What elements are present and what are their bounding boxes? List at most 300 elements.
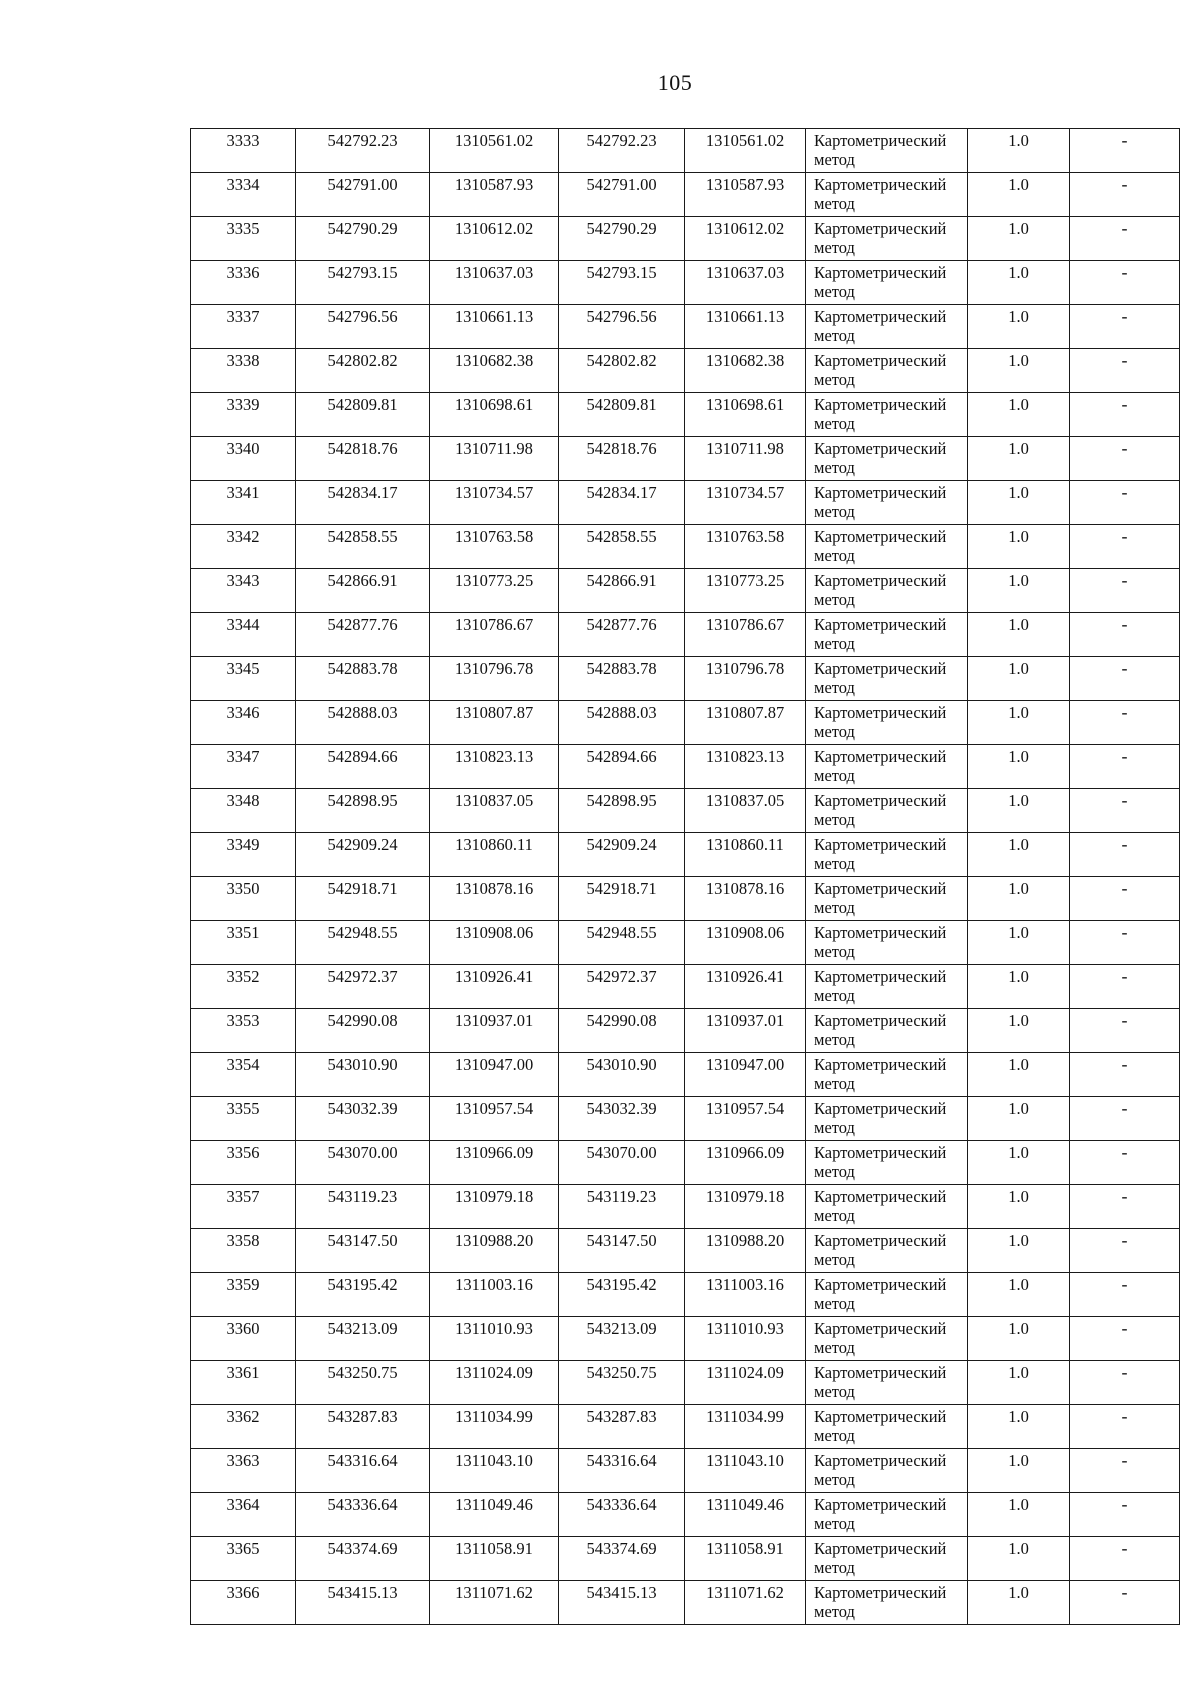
note-cell: - [1070,437,1180,481]
point-number-cell: 3333 [191,129,296,173]
point-number-cell: 3366 [191,1581,296,1625]
accuracy-cell: 1.0 [968,437,1070,481]
table-row [191,217,1180,261]
accuracy-cell: 1.0 [968,613,1070,657]
x-old-cell: 542909.24 [296,833,430,877]
x-new-cell: 542866.91 [559,569,685,613]
table-row [191,789,1180,833]
y-old-cell: 1310926.41 [430,965,559,1009]
y-new-cell: 1310807.87 [685,701,806,745]
y-old-cell: 1310979.18 [430,1185,559,1229]
x-old-cell: 542883.78 [296,657,430,701]
x-new-cell: 542972.37 [559,965,685,1009]
x-old-cell: 542790.29 [296,217,430,261]
note-cell: - [1070,1229,1180,1273]
table-row [191,657,1180,701]
point-number-cell: 3350 [191,877,296,921]
x-old-cell: 542791.00 [296,173,430,217]
y-new-cell: 1310957.54 [685,1097,806,1141]
y-new-cell: 1311034.99 [685,1405,806,1449]
table-row [191,877,1180,921]
x-new-cell: 542834.17 [559,481,685,525]
table-row [191,349,1180,393]
x-old-cell: 542858.55 [296,525,430,569]
accuracy-cell: 1.0 [968,1449,1070,1493]
method-cell: Картометрический метод [806,569,968,613]
x-new-cell: 542883.78 [559,657,685,701]
note-cell: - [1070,613,1180,657]
x-old-cell: 542809.81 [296,393,430,437]
table-row [191,745,1180,789]
y-old-cell: 1311043.10 [430,1449,559,1493]
note-cell: - [1070,1097,1180,1141]
x-new-cell: 542888.03 [559,701,685,745]
y-old-cell: 1311058.91 [430,1537,559,1581]
note-cell: - [1070,701,1180,745]
method-cell: Картометрический метод [806,657,968,701]
note-cell: - [1070,1273,1180,1317]
method-cell: Картометрический метод [806,1405,968,1449]
note-cell: - [1070,349,1180,393]
point-number-cell: 3351 [191,921,296,965]
table-row [191,525,1180,569]
x-new-cell: 543287.83 [559,1405,685,1449]
method-cell: Картометрический метод [806,1537,968,1581]
note-cell: - [1070,745,1180,789]
point-number-cell: 3346 [191,701,296,745]
y-new-cell: 1310698.61 [685,393,806,437]
note-cell: - [1070,1053,1180,1097]
table-row [191,1537,1180,1581]
x-new-cell: 542877.76 [559,613,685,657]
note-cell: - [1070,393,1180,437]
note-cell: - [1070,833,1180,877]
point-number-cell: 3344 [191,613,296,657]
x-old-cell: 542792.23 [296,129,430,173]
note-cell: - [1070,921,1180,965]
y-old-cell: 1311049.46 [430,1493,559,1537]
table-row [191,1185,1180,1229]
method-cell: Картометрический метод [806,261,968,305]
method-cell: Картометрический метод [806,217,968,261]
y-old-cell: 1310734.57 [430,481,559,525]
y-old-cell: 1310661.13 [430,305,559,349]
x-old-cell: 543316.64 [296,1449,430,1493]
method-cell: Картометрический метод [806,481,968,525]
x-old-cell: 542894.66 [296,745,430,789]
y-new-cell: 1310937.01 [685,1009,806,1053]
y-new-cell: 1310837.05 [685,789,806,833]
x-new-cell: 542918.71 [559,877,685,921]
x-new-cell: 543119.23 [559,1185,685,1229]
y-old-cell: 1310612.02 [430,217,559,261]
y-old-cell: 1311071.62 [430,1581,559,1625]
x-old-cell: 542948.55 [296,921,430,965]
x-new-cell: 542894.66 [559,745,685,789]
x-new-cell: 543070.00 [559,1141,685,1185]
method-cell: Картометрический метод [806,789,968,833]
table-row [191,613,1180,657]
x-old-cell: 543336.64 [296,1493,430,1537]
method-cell: Картометрический метод [806,1361,968,1405]
point-number-cell: 3355 [191,1097,296,1141]
point-number-cell: 3352 [191,965,296,1009]
table-row [191,1581,1180,1625]
y-new-cell: 1311058.91 [685,1537,806,1581]
x-old-cell: 542898.95 [296,789,430,833]
note-cell: - [1070,217,1180,261]
x-new-cell: 542809.81 [559,393,685,437]
x-new-cell: 543336.64 [559,1493,685,1537]
accuracy-cell: 1.0 [968,349,1070,393]
table-row [191,437,1180,481]
accuracy-cell: 1.0 [968,1185,1070,1229]
point-number-cell: 3361 [191,1361,296,1405]
note-cell: - [1070,261,1180,305]
point-number-cell: 3362 [191,1405,296,1449]
x-old-cell: 543250.75 [296,1361,430,1405]
method-cell: Картометрический метод [806,1097,968,1141]
point-number-cell: 3353 [191,1009,296,1053]
y-new-cell: 1310988.20 [685,1229,806,1273]
accuracy-cell: 1.0 [968,1581,1070,1625]
point-number-cell: 3339 [191,393,296,437]
x-new-cell: 542790.29 [559,217,685,261]
x-old-cell: 543195.42 [296,1273,430,1317]
x-old-cell: 542796.56 [296,305,430,349]
accuracy-cell: 1.0 [968,1317,1070,1361]
x-new-cell: 543316.64 [559,1449,685,1493]
x-old-cell: 543070.00 [296,1141,430,1185]
x-new-cell: 542990.08 [559,1009,685,1053]
table-row [191,569,1180,613]
accuracy-cell: 1.0 [968,1229,1070,1273]
y-old-cell: 1310823.13 [430,745,559,789]
y-old-cell: 1310878.16 [430,877,559,921]
y-new-cell: 1310682.38 [685,349,806,393]
y-old-cell: 1310988.20 [430,1229,559,1273]
x-new-cell: 543250.75 [559,1361,685,1405]
point-number-cell: 3342 [191,525,296,569]
accuracy-cell: 1.0 [968,173,1070,217]
x-old-cell: 543374.69 [296,1537,430,1581]
accuracy-cell: 1.0 [968,525,1070,569]
method-cell: Картометрический метод [806,173,968,217]
y-new-cell: 1310637.03 [685,261,806,305]
method-cell: Картометрический метод [806,1581,968,1625]
note-cell: - [1070,569,1180,613]
x-old-cell: 542972.37 [296,965,430,1009]
y-new-cell: 1311003.16 [685,1273,806,1317]
table-row [191,1229,1180,1273]
point-number-cell: 3345 [191,657,296,701]
table-row [191,1053,1180,1097]
accuracy-cell: 1.0 [968,921,1070,965]
x-new-cell: 542948.55 [559,921,685,965]
table-row [191,833,1180,877]
note-cell: - [1070,129,1180,173]
point-number-cell: 3365 [191,1537,296,1581]
note-cell: - [1070,1317,1180,1361]
method-cell: Картометрический метод [806,305,968,349]
accuracy-cell: 1.0 [968,789,1070,833]
table-row [191,261,1180,305]
table-row [191,1273,1180,1317]
x-new-cell: 542791.00 [559,173,685,217]
table-row [191,701,1180,745]
accuracy-cell: 1.0 [968,305,1070,349]
x-new-cell: 543195.42 [559,1273,685,1317]
note-cell: - [1070,525,1180,569]
x-new-cell: 543374.69 [559,1537,685,1581]
y-old-cell: 1310957.54 [430,1097,559,1141]
method-cell: Картометрический метод [806,437,968,481]
y-old-cell: 1310837.05 [430,789,559,833]
y-new-cell: 1310612.02 [685,217,806,261]
method-cell: Картометрический метод [806,1009,968,1053]
y-old-cell: 1310966.09 [430,1141,559,1185]
table-row [191,965,1180,1009]
table-row [191,393,1180,437]
x-old-cell: 542990.08 [296,1009,430,1053]
method-cell: Картометрический метод [806,613,968,657]
x-old-cell: 543287.83 [296,1405,430,1449]
point-number-cell: 3348 [191,789,296,833]
y-new-cell: 1310860.11 [685,833,806,877]
x-old-cell: 543032.39 [296,1097,430,1141]
y-old-cell: 1311003.16 [430,1273,559,1317]
method-cell: Картометрический метод [806,965,968,1009]
y-new-cell: 1310734.57 [685,481,806,525]
x-old-cell: 542793.15 [296,261,430,305]
note-cell: - [1070,1581,1180,1625]
y-new-cell: 1310587.93 [685,173,806,217]
accuracy-cell: 1.0 [968,129,1070,173]
y-new-cell: 1310878.16 [685,877,806,921]
x-new-cell: 543032.39 [559,1097,685,1141]
method-cell: Картометрический метод [806,833,968,877]
accuracy-cell: 1.0 [968,393,1070,437]
accuracy-cell: 1.0 [968,965,1070,1009]
note-cell: - [1070,1449,1180,1493]
table-row [191,1449,1180,1493]
point-number-cell: 3363 [191,1449,296,1493]
x-old-cell: 543213.09 [296,1317,430,1361]
point-number-cell: 3359 [191,1273,296,1317]
y-new-cell: 1310661.13 [685,305,806,349]
x-new-cell: 542818.76 [559,437,685,481]
point-number-cell: 3336 [191,261,296,305]
y-old-cell: 1310947.00 [430,1053,559,1097]
accuracy-cell: 1.0 [968,1097,1070,1141]
table-row [191,1097,1180,1141]
point-number-cell: 3337 [191,305,296,349]
method-cell: Картометрический метод [806,877,968,921]
point-number-cell: 3343 [191,569,296,613]
method-cell: Картометрический метод [806,1273,968,1317]
method-cell: Картометрический метод [806,393,968,437]
accuracy-cell: 1.0 [968,1405,1070,1449]
note-cell: - [1070,1361,1180,1405]
table-row [191,1317,1180,1361]
note-cell: - [1070,1537,1180,1581]
y-old-cell: 1310711.98 [430,437,559,481]
y-old-cell: 1310773.25 [430,569,559,613]
table-row [191,1141,1180,1185]
y-old-cell: 1310908.06 [430,921,559,965]
y-new-cell: 1310947.00 [685,1053,806,1097]
x-old-cell: 542866.91 [296,569,430,613]
note-cell: - [1070,877,1180,921]
y-new-cell: 1311049.46 [685,1493,806,1537]
y-new-cell: 1311010.93 [685,1317,806,1361]
point-number-cell: 3364 [191,1493,296,1537]
method-cell: Картометрический метод [806,1185,968,1229]
accuracy-cell: 1.0 [968,217,1070,261]
y-old-cell: 1311010.93 [430,1317,559,1361]
note-cell: - [1070,1185,1180,1229]
x-old-cell: 543415.13 [296,1581,430,1625]
accuracy-cell: 1.0 [968,1141,1070,1185]
x-new-cell: 542792.23 [559,129,685,173]
method-cell: Картометрический метод [806,1229,968,1273]
accuracy-cell: 1.0 [968,657,1070,701]
point-number-cell: 3360 [191,1317,296,1361]
point-number-cell: 3340 [191,437,296,481]
note-cell: - [1070,1009,1180,1053]
method-cell: Картометрический метод [806,129,968,173]
x-old-cell: 542834.17 [296,481,430,525]
table-row [191,129,1180,173]
note-cell: - [1070,965,1180,1009]
point-number-cell: 3341 [191,481,296,525]
y-old-cell: 1310796.78 [430,657,559,701]
method-cell: Картометрический метод [806,1053,968,1097]
y-old-cell: 1310860.11 [430,833,559,877]
accuracy-cell: 1.0 [968,745,1070,789]
table-row [191,173,1180,217]
note-cell: - [1070,173,1180,217]
coordinates-table [190,128,1180,1625]
y-old-cell: 1310807.87 [430,701,559,745]
y-new-cell: 1310711.98 [685,437,806,481]
method-cell: Картометрический метод [806,1141,968,1185]
accuracy-cell: 1.0 [968,569,1070,613]
accuracy-cell: 1.0 [968,701,1070,745]
x-old-cell: 543119.23 [296,1185,430,1229]
table-row [191,1405,1180,1449]
table-row [191,1493,1180,1537]
y-new-cell: 1310763.58 [685,525,806,569]
x-new-cell: 542802.82 [559,349,685,393]
y-new-cell: 1310966.09 [685,1141,806,1185]
y-new-cell: 1310561.02 [685,129,806,173]
accuracy-cell: 1.0 [968,1009,1070,1053]
accuracy-cell: 1.0 [968,261,1070,305]
point-number-cell: 3356 [191,1141,296,1185]
y-new-cell: 1311071.62 [685,1581,806,1625]
table-row [191,305,1180,349]
y-old-cell: 1310637.03 [430,261,559,305]
x-new-cell: 542898.95 [559,789,685,833]
point-number-cell: 3354 [191,1053,296,1097]
accuracy-cell: 1.0 [968,481,1070,525]
point-number-cell: 3335 [191,217,296,261]
page-number: 105 [657,70,693,95]
table-row [191,1009,1180,1053]
point-number-cell: 3334 [191,173,296,217]
y-old-cell: 1310786.67 [430,613,559,657]
y-new-cell: 1310773.25 [685,569,806,613]
x-new-cell: 543147.50 [559,1229,685,1273]
accuracy-cell: 1.0 [968,1273,1070,1317]
y-old-cell: 1310561.02 [430,129,559,173]
note-cell: - [1070,1141,1180,1185]
point-number-cell: 3347 [191,745,296,789]
method-cell: Картометрический метод [806,745,968,789]
point-number-cell: 3357 [191,1185,296,1229]
note-cell: - [1070,789,1180,833]
y-old-cell: 1310698.61 [430,393,559,437]
x-new-cell: 543010.90 [559,1053,685,1097]
x-new-cell: 542858.55 [559,525,685,569]
method-cell: Картометрический метод [806,921,968,965]
y-new-cell: 1310786.67 [685,613,806,657]
method-cell: Картометрический метод [806,1317,968,1361]
accuracy-cell: 1.0 [968,1493,1070,1537]
note-cell: - [1070,1493,1180,1537]
x-old-cell: 542877.76 [296,613,430,657]
method-cell: Картометрический метод [806,701,968,745]
point-number-cell: 3349 [191,833,296,877]
table-row [191,921,1180,965]
x-new-cell: 542909.24 [559,833,685,877]
accuracy-cell: 1.0 [968,1361,1070,1405]
point-number-cell: 3358 [191,1229,296,1273]
y-old-cell: 1310587.93 [430,173,559,217]
y-old-cell: 1311034.99 [430,1405,559,1449]
y-new-cell: 1310823.13 [685,745,806,789]
table-row [191,481,1180,525]
note-cell: - [1070,305,1180,349]
accuracy-cell: 1.0 [968,1053,1070,1097]
note-cell: - [1070,657,1180,701]
table-body [191,129,1180,1625]
y-old-cell: 1310937.01 [430,1009,559,1053]
y-new-cell: 1311024.09 [685,1361,806,1405]
x-new-cell: 542796.56 [559,305,685,349]
method-cell: Картометрический метод [806,1449,968,1493]
x-new-cell: 542793.15 [559,261,685,305]
accuracy-cell: 1.0 [968,1537,1070,1581]
x-old-cell: 542918.71 [296,877,430,921]
accuracy-cell: 1.0 [968,877,1070,921]
x-old-cell: 543010.90 [296,1053,430,1097]
y-new-cell: 1311043.10 [685,1449,806,1493]
y-new-cell: 1310926.41 [685,965,806,1009]
y-old-cell: 1310682.38 [430,349,559,393]
x-new-cell: 543213.09 [559,1317,685,1361]
table-row [191,1361,1180,1405]
x-old-cell: 542818.76 [296,437,430,481]
accuracy-cell: 1.0 [968,833,1070,877]
x-old-cell: 543147.50 [296,1229,430,1273]
x-old-cell: 542888.03 [296,701,430,745]
x-new-cell: 543415.13 [559,1581,685,1625]
y-new-cell: 1310908.06 [685,921,806,965]
x-old-cell: 542802.82 [296,349,430,393]
note-cell: - [1070,481,1180,525]
